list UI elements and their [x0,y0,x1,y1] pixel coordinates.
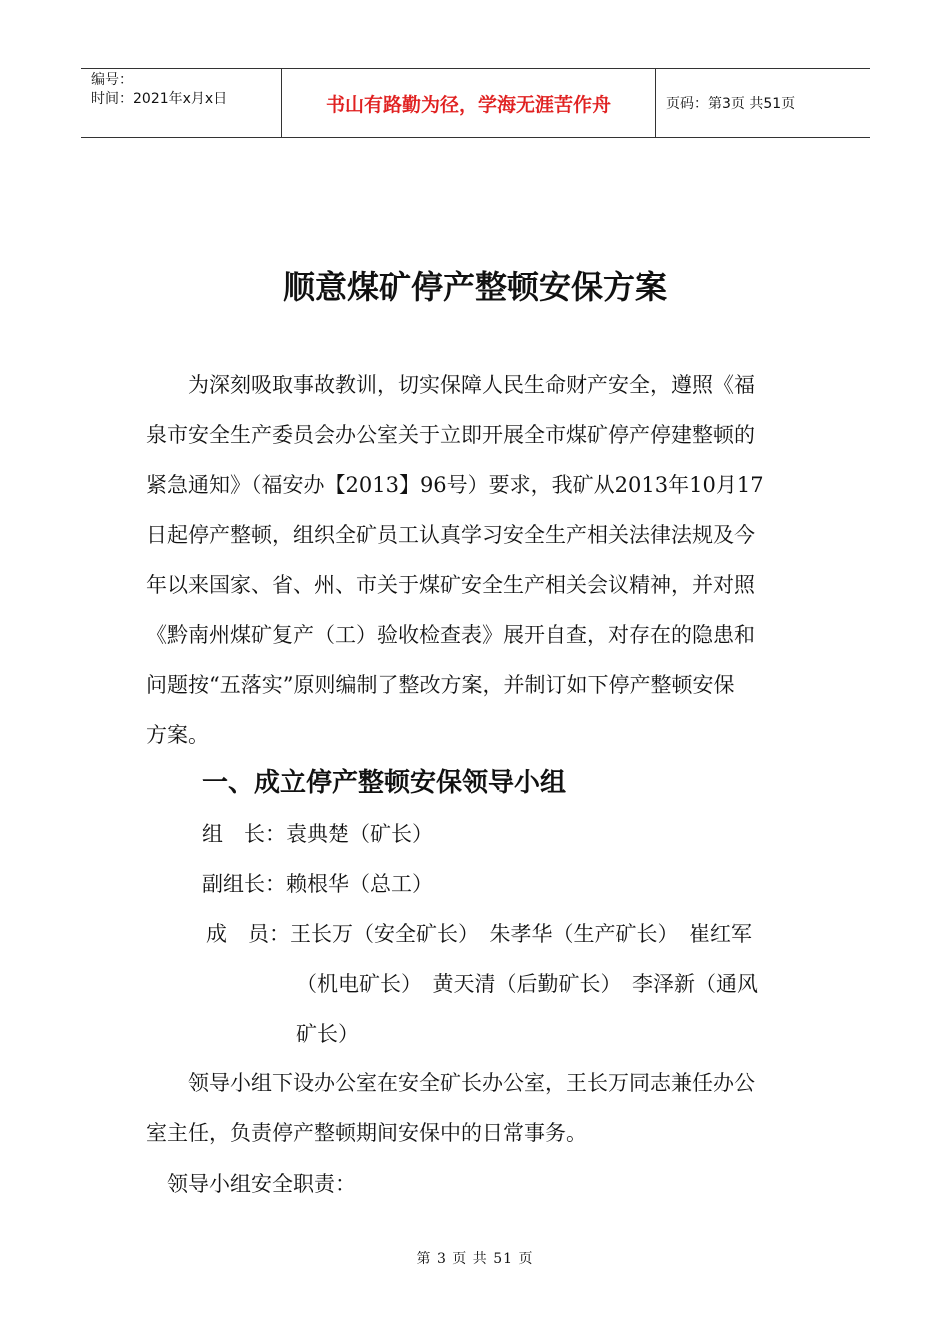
deputy-line: 副组长：赖根华（总工） [202,872,433,896]
intro-line: 泉市安全生产委员会办公室关于立即开展全市煤矿停产停建整顿的 [146,423,755,447]
duties-label: 领导小组安全职责： [167,1172,356,1196]
intro-paragraph [146,360,806,760]
intro-line: 方案。 [146,723,209,747]
page-footer: 第 3 页 共 51 页 [416,1251,534,1267]
leader-line: 组 长：袁典楚（矿长） [202,822,433,846]
header-table [81,68,870,138]
header-page-info: 页码：第3页 共51页 [666,96,796,112]
office-line: 领导小组下设办公室在安全矿长办公室，王长万同志兼任办公 [188,1071,755,1095]
section-heading: 一、成立停产整顿安保领导小组 [202,768,567,798]
number-label: 编号： [91,72,133,88]
members-line: 矿长） [296,1022,359,1046]
intro-line: 年以来国家、省、州、市关于煤矿安全生产相关会议精神，并对照 [146,573,755,597]
intro-line: 为深刻吸取事故教训，切实保障人民生命财产安全，遵照《福 [188,373,755,397]
intro-line: 日起停产整顿，组织全矿员工认真学习安全生产相关法律法规及今 [146,523,755,547]
intro-line: 《黔南州煤矿复产（工）验收检查表》展开自查，对存在的隐患和 [146,623,755,647]
intro-line: 问题按“五落实”原则编制了整改方案，并制订如下停产整顿安保 [146,673,735,697]
office-paragraph [146,1058,806,1158]
members-line: （机电矿长） 黄天清（后勤矿长） 李泽新（通风 [296,972,758,996]
time-label: 时间：2021年x月x日 [91,91,228,107]
header-meta-cell [81,69,282,137]
document-title: 顺意煤矿停产整顿安保方案 [282,268,667,306]
office-line: 室主任，负责停产整顿期间安保中的日常事务。 [146,1121,587,1145]
members-line: 成 员：王长万（安全矿长） 朱孝华（生产矿长） 崔红军 [206,922,752,946]
intro-line: 紧急通知》（福安办【2013】96号）要求，我矿从2013年10月17 [146,473,764,497]
header-motto: 书山有路勤为径，学海无涯苦作舟 [282,69,656,137]
